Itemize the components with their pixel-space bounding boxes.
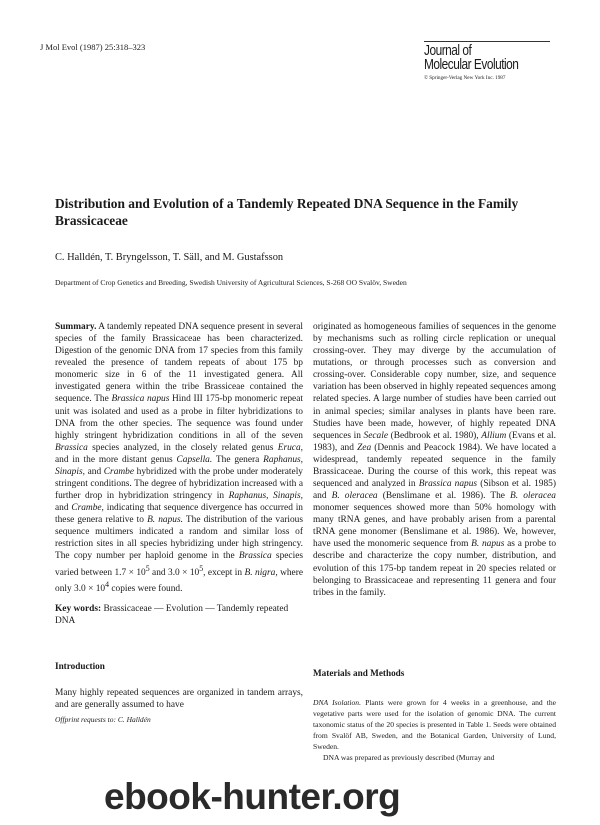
introduction-text: Many highly repeated sequences are organized in tandem arrays, and are generally assumed to have [55, 688, 303, 711]
journal-logo [424, 41, 554, 81]
summary-text: hybridized with the probe under moderately stringent conditions. The degree of hybridization increased with a further drop in hybridization stringency in [55, 466, 303, 502]
offprint-note: Offprint requests to: C. Halldén [55, 715, 151, 724]
summary-text: species varied between 1.7 × 10 [55, 551, 303, 578]
keywords [55, 603, 303, 627]
dna-isolation-text: Plants were grown for 4 weeks in a greenhouse, and the vegetative parts were used for the isolation of genomic DNA. The current taxonomic status of the 20 species is presented in Table 1. Seeds were obtained from Svalöf AB, Sweden, and the Botanical Garden, University of Lund, Sweden. [313, 698, 556, 751]
body-text: (Dennis and Peacock 1984). We have located a widespread, tandemly repeated sequence in the family Brassicaceae. During the course of this work, this repeat was sequenced and analyzed in [313, 442, 556, 490]
summary-text: A tandemly repeated DNA sequence present in several species of the family Brassicaceae has been characterized. Digestion of the genomic DNA from 17 species from this family revealed the presence of tandem repeats of about 175 bp monomeric size in 6 of the 11 investigated genera. All investigated genera within the tribe Brassiceae contained the sequence. The [55, 322, 303, 405]
species-name: B. napus [471, 539, 505, 550]
summary-text: and 3.0 × 10 [149, 567, 200, 578]
species-name: Allium [481, 430, 507, 441]
body-text: (Benslimane et al. 1986). The [377, 491, 511, 502]
species-name: Raphanus, Sinapis, [55, 454, 304, 477]
summary-paragraph [55, 321, 303, 595]
journal-name-line2: Molecular Evolution [424, 57, 519, 73]
body-text: monomer sequences showed more than 50% homology with many tRNA genes, and have probably arisen from a parental tRNA gene monomer (Benslimane et al. 1986). We, however, have used the monomeric sequence from [313, 503, 556, 550]
species-name: Capsella. [176, 454, 213, 465]
journal-rule [424, 41, 550, 42]
watermark: ebook-hunter.org [104, 776, 401, 817]
species-name: Brassica [238, 551, 272, 562]
exponent: 4 [105, 579, 110, 589]
summary-text: Hind III 175-bp monomeric repeat unit was isolated and used as a probe in filter hybridizations to DNA from the other species. The sequence was found under highly stringent hybridization conditions in all of the seven [55, 394, 303, 441]
species-name: B. oleracea [510, 491, 556, 502]
summary-text: species analyzed, in the closely related genus [87, 442, 278, 453]
species-name: Raphanus, Sinapis, [228, 491, 303, 502]
species-name: Brassica napus [418, 479, 478, 490]
summary-text: indicating that sequence divergence has occurred in these genera relative to [55, 503, 303, 526]
species-name: B. oleracea [331, 491, 378, 502]
keywords-label: Key words: [55, 604, 102, 614]
summary-label: Summary. [55, 322, 97, 332]
keywords-text: Brassicaceae — Evolution — Tandemly repeated DNA [55, 604, 289, 627]
intro-continued-paragraph [313, 321, 556, 599]
journal-copyright: © Springer-Verlag New York Inc. 1987 [424, 75, 506, 81]
species-name: Eruca, [277, 442, 303, 453]
body-text: (Bedbrook et al. 1980), [388, 430, 482, 441]
species-name: Zea [357, 442, 372, 453]
species-name: Brassica [55, 442, 88, 453]
dna-isolation-label: DNA Isolation. [313, 698, 362, 707]
summary-text: , except in [203, 567, 245, 578]
summary-text: and in the more distant genus [55, 454, 177, 465]
summary-text: and [55, 503, 72, 514]
body-text: as a probe to describe and characterize the copy number, distribution, and evolution of this 175-bp tandem repeat in 20 species related or belonging to Brassicaceae and representing 11 genera and four tribes in the family. [313, 539, 557, 598]
species-name: B. nigra, [244, 567, 278, 578]
body-text: (Sibson et al. 1985) and [313, 479, 556, 502]
species-name: Crambe, [71, 503, 104, 514]
summary-text: copies were found. [109, 583, 183, 594]
summary-text: and [84, 466, 104, 477]
species-name: Secale [363, 430, 388, 441]
dna-isolation-last-line: DNA was prepared as previously described (Murray and [323, 753, 495, 762]
article-title: Distribution and Evolution of a Tandemly Repeated DNA Sequence in the Family Brassicaceae [55, 196, 519, 228]
authors: C. Halldén, T. Bryngelsson, T. Säll, and M. Gustafsson [55, 252, 284, 263]
affiliation: Department of Crop Genetics and Breeding, Swedish University of Agricultural Sciences, S-268 OO Svalöv, Sweden [55, 278, 407, 287]
body-text: (Evans et al. 1983), and [313, 430, 556, 453]
methods-heading: Materials and Methods [313, 668, 405, 678]
summary-text: where only 3.0 × 10 [55, 567, 303, 594]
species-name: Brassica napus [111, 394, 170, 405]
summary-text: The distribution of the various sequence multimers indicated a random and similar loss of restriction sites in all species hybridizing under high stringency. The copy number per haploid genome in the [55, 515, 303, 562]
summary-text: The genera [212, 454, 264, 465]
species-name: B. napus. [147, 515, 183, 526]
body-text: originated as homogeneous families of sequences in the genome by mechanisms such as rolling circle replication or unequal crossing-over. They may diverge by the accumulation of mutations, or through processes such as conversion and crossing-over. Considerable copy number, size, and sequence variation has been observed in highly repeated sequences among related species. A large number of studies have been carried out in animal species; similar analyses in plants have been rare. Studies have been made, however, of highly repeated DNA sequences in [313, 322, 556, 441]
exponent: 5 [199, 563, 204, 573]
dna-isolation-paragraph [313, 697, 556, 763]
journal-citation: J Mol Evol (1987) 25:318–323 [40, 42, 146, 52]
journal-name-line1: Journal of [424, 43, 472, 59]
species-name: Crambe [103, 466, 135, 477]
introduction-heading: Introduction [55, 661, 105, 671]
exponent: 5 [145, 563, 150, 573]
